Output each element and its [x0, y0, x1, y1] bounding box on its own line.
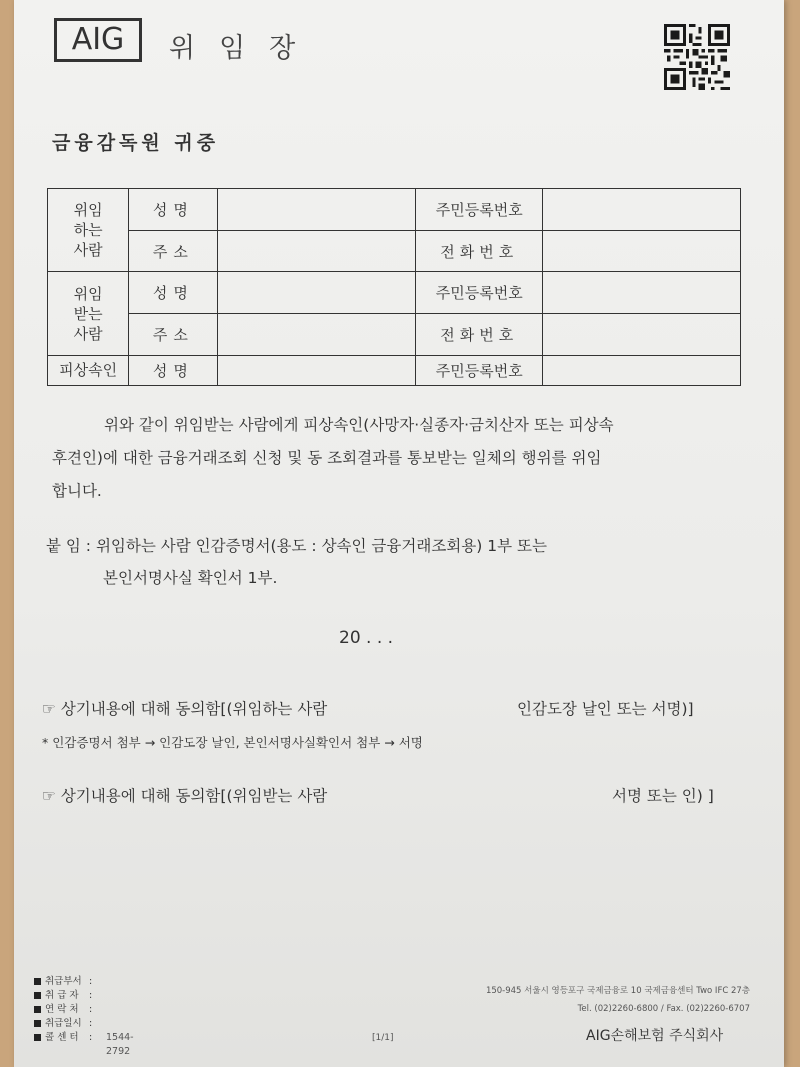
attachment-label: 붙 임 :	[46, 537, 96, 555]
field-address-label: 주소	[129, 230, 218, 272]
consent-delegator-text: ☞ 상기내용에 대해 동의함[(위임하는 사람	[42, 700, 328, 718]
table-row	[48, 355, 741, 385]
square-bullet-icon	[34, 1006, 41, 1013]
resident-number-label: 주민등록번호	[416, 355, 543, 385]
table-row	[48, 272, 741, 314]
company-address: 150-945 서울시 영등포구 국제금융로 10 국제금융센터 Two IFC 27층 Tel. (02)2260-6800 / Fax. (02)2260-6707	[485, 986, 750, 1014]
field-address-label: 주소	[129, 314, 218, 356]
handling-info	[34, 975, 134, 1057]
name-entry-cell[interactable]	[218, 272, 416, 314]
page-number: [1/1]	[372, 1033, 394, 1043]
call-center-number: 1544-2792	[106, 1032, 134, 1057]
list-item: 취급부서 :	[34, 975, 92, 989]
delegation-statement: 위와 같이 위임받는 사람에게 피상속인(사망자·실종자·금치산자 또는 피상속 후견인)에 대한 금융거래조회 신청 및 동 조회결과를 통보받는 일체의 행위를 위임 합니다.	[52, 416, 614, 500]
delegation-form-table	[47, 188, 741, 386]
table-row	[48, 314, 741, 356]
group-label-decedent: 피상속인	[48, 355, 129, 385]
resident-number-entry-cell[interactable]	[543, 272, 741, 314]
consent-delegator-seal-text: 인감도장 날인 또는 서명)]	[517, 700, 694, 718]
square-bullet-icon	[34, 992, 41, 999]
consent-delegate	[42, 784, 742, 808]
square-bullet-icon	[34, 1034, 41, 1041]
seal-note: * 인감증명서 첨부 → 인감도장 날인, 본인서명사실확인서 첨부 → 서명	[42, 735, 423, 750]
aig-logo: AIG	[54, 18, 142, 62]
name-entry-cell[interactable]	[218, 355, 416, 385]
group-label-delegator: 위임 하는 사람	[48, 189, 129, 272]
address-entry-cell[interactable]	[218, 314, 416, 356]
phone-number-entry-cell[interactable]	[543, 230, 741, 272]
resident-number-entry-cell[interactable]	[543, 189, 741, 231]
phone-number-label: 전화번호	[416, 314, 543, 356]
square-bullet-icon	[34, 978, 41, 985]
consent-delegate-text: ☞ 상기내용에 대해 동의함[(위임받는 사람	[42, 787, 328, 805]
table-row	[48, 189, 741, 231]
phone-number-entry-cell[interactable]	[543, 314, 741, 356]
field-name-label: 성명	[129, 355, 218, 385]
company-name: AIG손해보험 주식회사	[586, 1028, 724, 1044]
phone-number-label: 전화번호	[416, 230, 543, 272]
document-title: 위임장	[169, 33, 320, 64]
consent-delegate-sign-text: 서명 또는 인) ]	[612, 787, 714, 805]
list-item: 취 급 자 :	[34, 989, 92, 1003]
field-name-label: 성명	[129, 189, 218, 231]
date-line: 20 . . .	[339, 628, 394, 648]
list-item: 연 락 처 :	[34, 1003, 92, 1017]
group-label-delegate: 위임 받는 사람	[48, 272, 129, 355]
square-bullet-icon	[34, 1020, 41, 1027]
recipient-line: 금융감독원 귀중	[52, 132, 220, 154]
list-item: 취급일시 :	[34, 1017, 92, 1031]
resident-number-entry-cell[interactable]	[543, 355, 741, 385]
resident-number-label: 주민등록번호	[416, 189, 543, 231]
attachment-note: 붙 임 : 위임하는 사람 인감증명서(용도 : 상속인 금융거래조회용) 1부 또는 본인서명사실 확인서 1부.	[46, 537, 547, 587]
address-entry-cell[interactable]	[218, 230, 416, 272]
consent-delegator	[42, 697, 742, 721]
document-page	[14, 0, 784, 1067]
table-row	[48, 230, 741, 272]
name-entry-cell[interactable]	[218, 189, 416, 231]
list-item: 콜 센 터 : 1544-2792	[34, 1031, 92, 1045]
qr-code-icon	[662, 24, 732, 90]
resident-number-label: 주민등록번호	[416, 272, 543, 314]
field-name-label: 성명	[129, 272, 218, 314]
